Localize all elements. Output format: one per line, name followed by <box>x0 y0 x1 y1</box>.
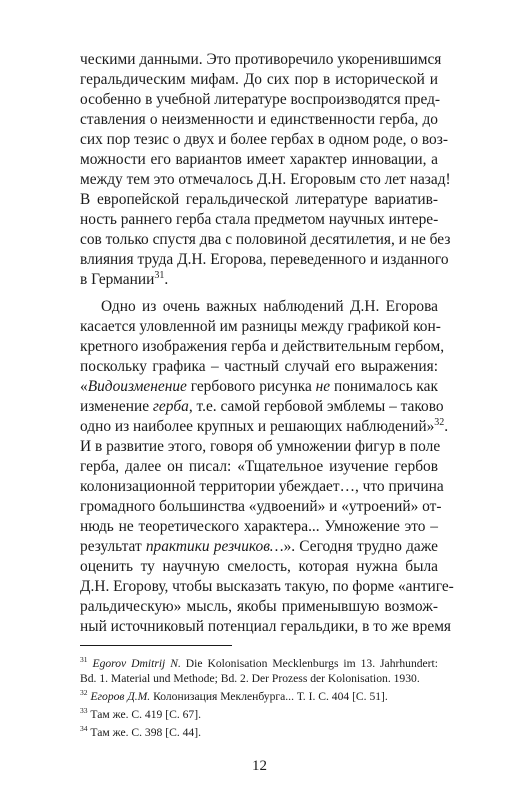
text-line: одно из наиболее крупных и решающих наблюдений»$^{32}$. <box>80 416 449 435</box>
italic-run: практики резчиков… <box>145 538 284 555</box>
footnote-author: Egorov Dmitrij N. <box>92 657 181 670</box>
text-line: Д.Н. Егорову, чтобы высказать такую, по форме «антиге- <box>80 578 454 595</box>
text-line: влияния труда Д.Н. Егорова, переведенного и изданного <box>80 251 449 268</box>
text-run: результат <box>80 538 146 555</box>
footnote-number: 34 <box>80 724 88 734</box>
footnote-32 <box>80 689 438 704</box>
text-run: « <box>80 378 88 395</box>
text-line: Одно из очень важных наблюдений Д.Н. Егорова <box>101 298 438 315</box>
text-line: между тем это отмечалось Д.Н. Егоровым сто лет назад! <box>80 171 451 188</box>
text-line: И в развитие этого, говоря об умножении фигур в поле <box>80 438 441 455</box>
text-line: можности его вариантов имеет характер инновации, а <box>80 151 438 168</box>
text-run: в Германии <box>80 271 155 288</box>
text-run: одно из наиболее крупных и решающих наблюдений» <box>80 418 435 435</box>
footnote-31 <box>80 656 438 671</box>
text-line: колонизационной территории убеждает…, что причина <box>80 478 444 495</box>
footnote-ref[interactable]: 32 <box>434 416 445 428</box>
text-line: особенно в учебной литературе воспроизводятся пред- <box>80 91 441 108</box>
footnote-divider <box>80 645 232 646</box>
text-run: понималось как <box>330 378 438 395</box>
text-line: громадного большинства «удвоений» и «утроений» от- <box>80 498 442 515</box>
text-run: гербового рисунка <box>186 378 316 395</box>
text-line: ность раннего герба стала предметом научных интере- <box>80 211 439 228</box>
footnote-31-cont: Bd. 1. Material und Methode; Bd. 2. Der Prozess der Kolonisation. 1930. <box>80 672 420 685</box>
italic-run: не <box>315 378 331 395</box>
text-line: ный источниковый потенциал геральдики, в то же время <box>80 618 452 635</box>
text-run: изменение <box>80 398 153 415</box>
text-line: касается уловленной им разницы между графикой кон- <box>80 318 441 335</box>
text-line: герба, далее он писал: «Тщательное изучение гербов <box>80 458 438 475</box>
text-line: ральдическую» мысль, якобы применывшую возмож- <box>80 598 438 615</box>
text-line: поскольку графика – частный случай его выражения: <box>80 358 438 375</box>
text-line: В европейской геральдической литературе вариатив- <box>80 191 438 208</box>
text-line: кретного изображения герба и действительным гербом, <box>80 338 445 355</box>
footnote-number: 31 <box>80 655 88 665</box>
footnote-text: Там же. С. 419 [С. 67]. <box>87 708 201 721</box>
text-run: , т.е. самой гербовой эмблемы – таково <box>188 398 444 415</box>
text-line: нюдь не теоретического характера... Умножение это – <box>80 518 438 535</box>
footnote-number: 32 <box>80 688 88 698</box>
text-line <box>80 397 444 417</box>
text-line: геральдическим мифам. До сих пор в исторической и <box>80 71 438 88</box>
text-line: ческими данными. Это противоречило укоренившимся <box>80 51 442 68</box>
page-number: 12 <box>252 758 267 774</box>
text-line: в Германии$^{31}$. <box>80 269 169 288</box>
text-line: оценить ту научную смелость, которая нужна была <box>80 558 438 575</box>
text-line: сих пор тезис о двух и более гербах в одном роде, о воз- <box>80 131 448 148</box>
footnote-ref[interactable]: 31 <box>154 269 165 281</box>
footnote-number: 33 <box>80 706 88 716</box>
footnote-text: Там же. С. 398 [С. 44]. <box>87 726 201 739</box>
footnote-33 <box>80 707 438 722</box>
text-line <box>80 377 438 397</box>
footnote-text: Die Kolonisation Mecklenburgs im 13. Jahrhundert: <box>180 657 438 670</box>
text-line <box>80 537 438 557</box>
footnote-author: Егоров Д.М. <box>90 690 151 703</box>
text-line: сов только спустя два с половиной десятилетия, и не без <box>80 231 451 248</box>
italic-run: герба <box>152 398 189 415</box>
italic-run: Видоизменение <box>87 378 187 395</box>
footnote-text: Колонизация Мекленбурга... Т. I. С. 404 [С. 51]. <box>150 690 388 703</box>
text-run: ». Сегодня трудно даже <box>283 538 438 555</box>
footnote-34 <box>80 725 438 740</box>
text-line: ставления о неизменности и единственности герба, до <box>80 111 438 128</box>
